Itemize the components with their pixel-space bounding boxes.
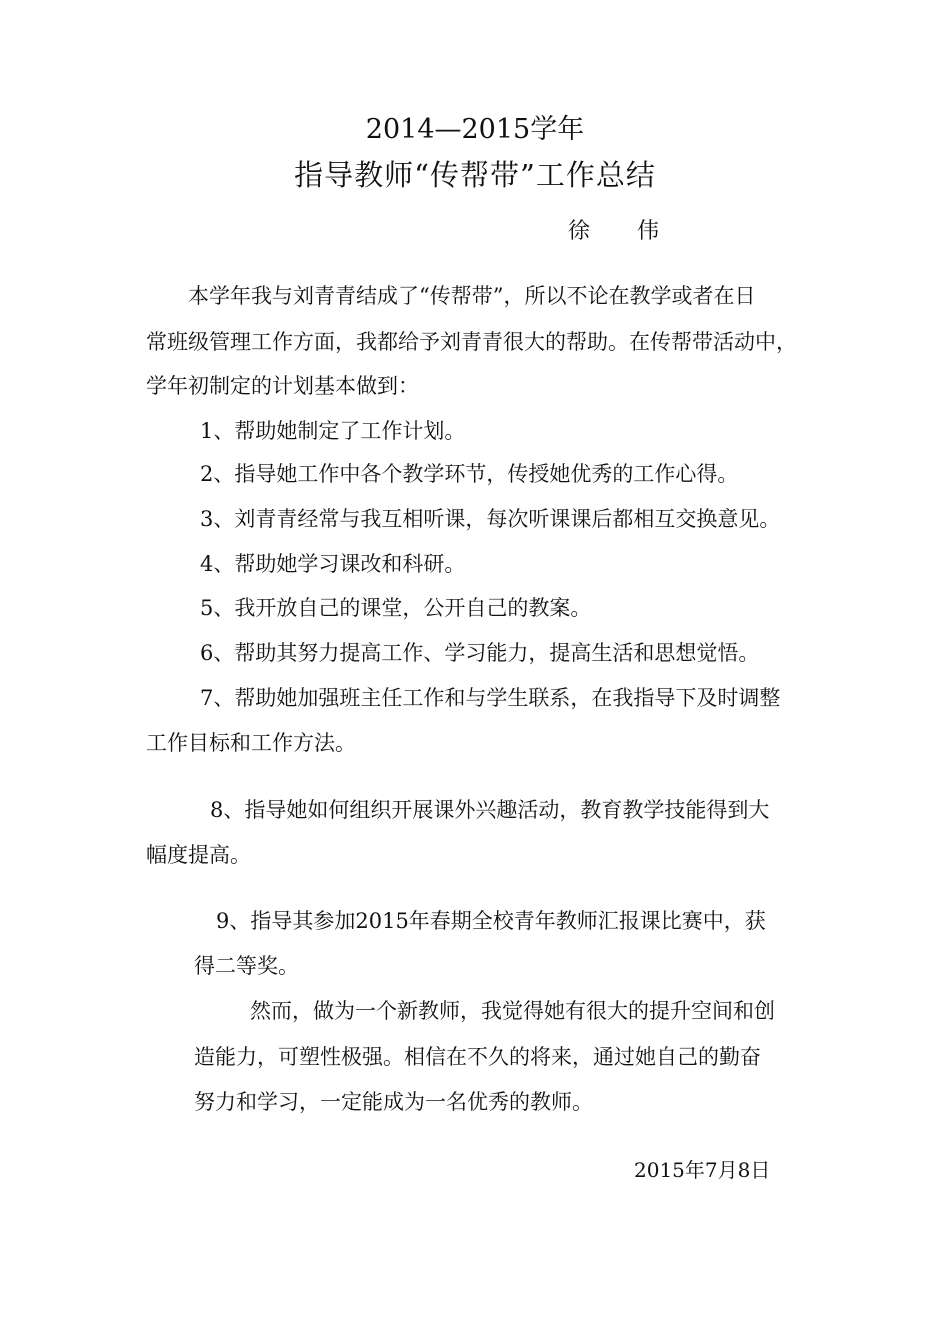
conclusion-line-2: 造能力，可塑性极强。相信在不久的将来，通过她自己的勤奋 (194, 1045, 761, 1069)
list-item-4: 4、帮助她学习课改和科研。 (200, 552, 466, 576)
intro-line-3: 学年初制定的计划基本做到： (146, 374, 419, 398)
list-item-8-line-2: 幅度提高。 (146, 843, 251, 867)
list-item-9-line-2: 得二等奖。 (194, 954, 299, 978)
list-item-8-line-1: 8、指导她如何组织开展课外兴趣活动，教育教学技能得到大 (210, 798, 770, 822)
conclusion-line-1: 然而，做为一个新教师，我觉得她有很大的提升空间和创 (250, 999, 775, 1023)
conclusion-line-3: 努力和学习，一定能成为一名优秀的教师。 (194, 1090, 593, 1114)
list-item-2: 2、指导她工作中各个教学环节，传授她优秀的工作心得。 (200, 462, 739, 486)
author-name: 徐 伟 (568, 219, 661, 244)
list-item-3: 3、刘青青经常与我互相听课，每次听课课后都相互交换意见。 (200, 507, 781, 531)
list-item-5: 5、我开放自己的课堂，公开自己的教案。 (200, 596, 592, 620)
list-item-7-line-1: 7、帮助她加强班主任工作和与学生联系，在我指导下及时调整 (200, 686, 781, 710)
title-year: 2014—2015学年 (365, 114, 585, 145)
list-item-6: 6、帮助其努力提高工作、学习能力，提高生活和思想觉悟。 (200, 641, 760, 665)
document-date: 2015年7月8日 (634, 1158, 771, 1182)
list-item-9-line-1: 9、指导其参加2015年春期全校青年教师汇报课比赛中，获 (216, 909, 766, 933)
list-item-7-line-2: 工作目标和工作方法。 (146, 731, 356, 755)
document-title: 指导教师“传帮带”工作总结 (294, 158, 656, 192)
intro-line-1: 本学年我与刘青青结成了“传帮带”，所以不论在教学或者在日 (188, 284, 756, 308)
list-item-1: 1、帮助她制定了工作计划。 (200, 419, 466, 443)
intro-line-2: 常班级管理工作方面，我都给予刘青青很大的帮助。在传帮带活动中， (146, 330, 797, 354)
